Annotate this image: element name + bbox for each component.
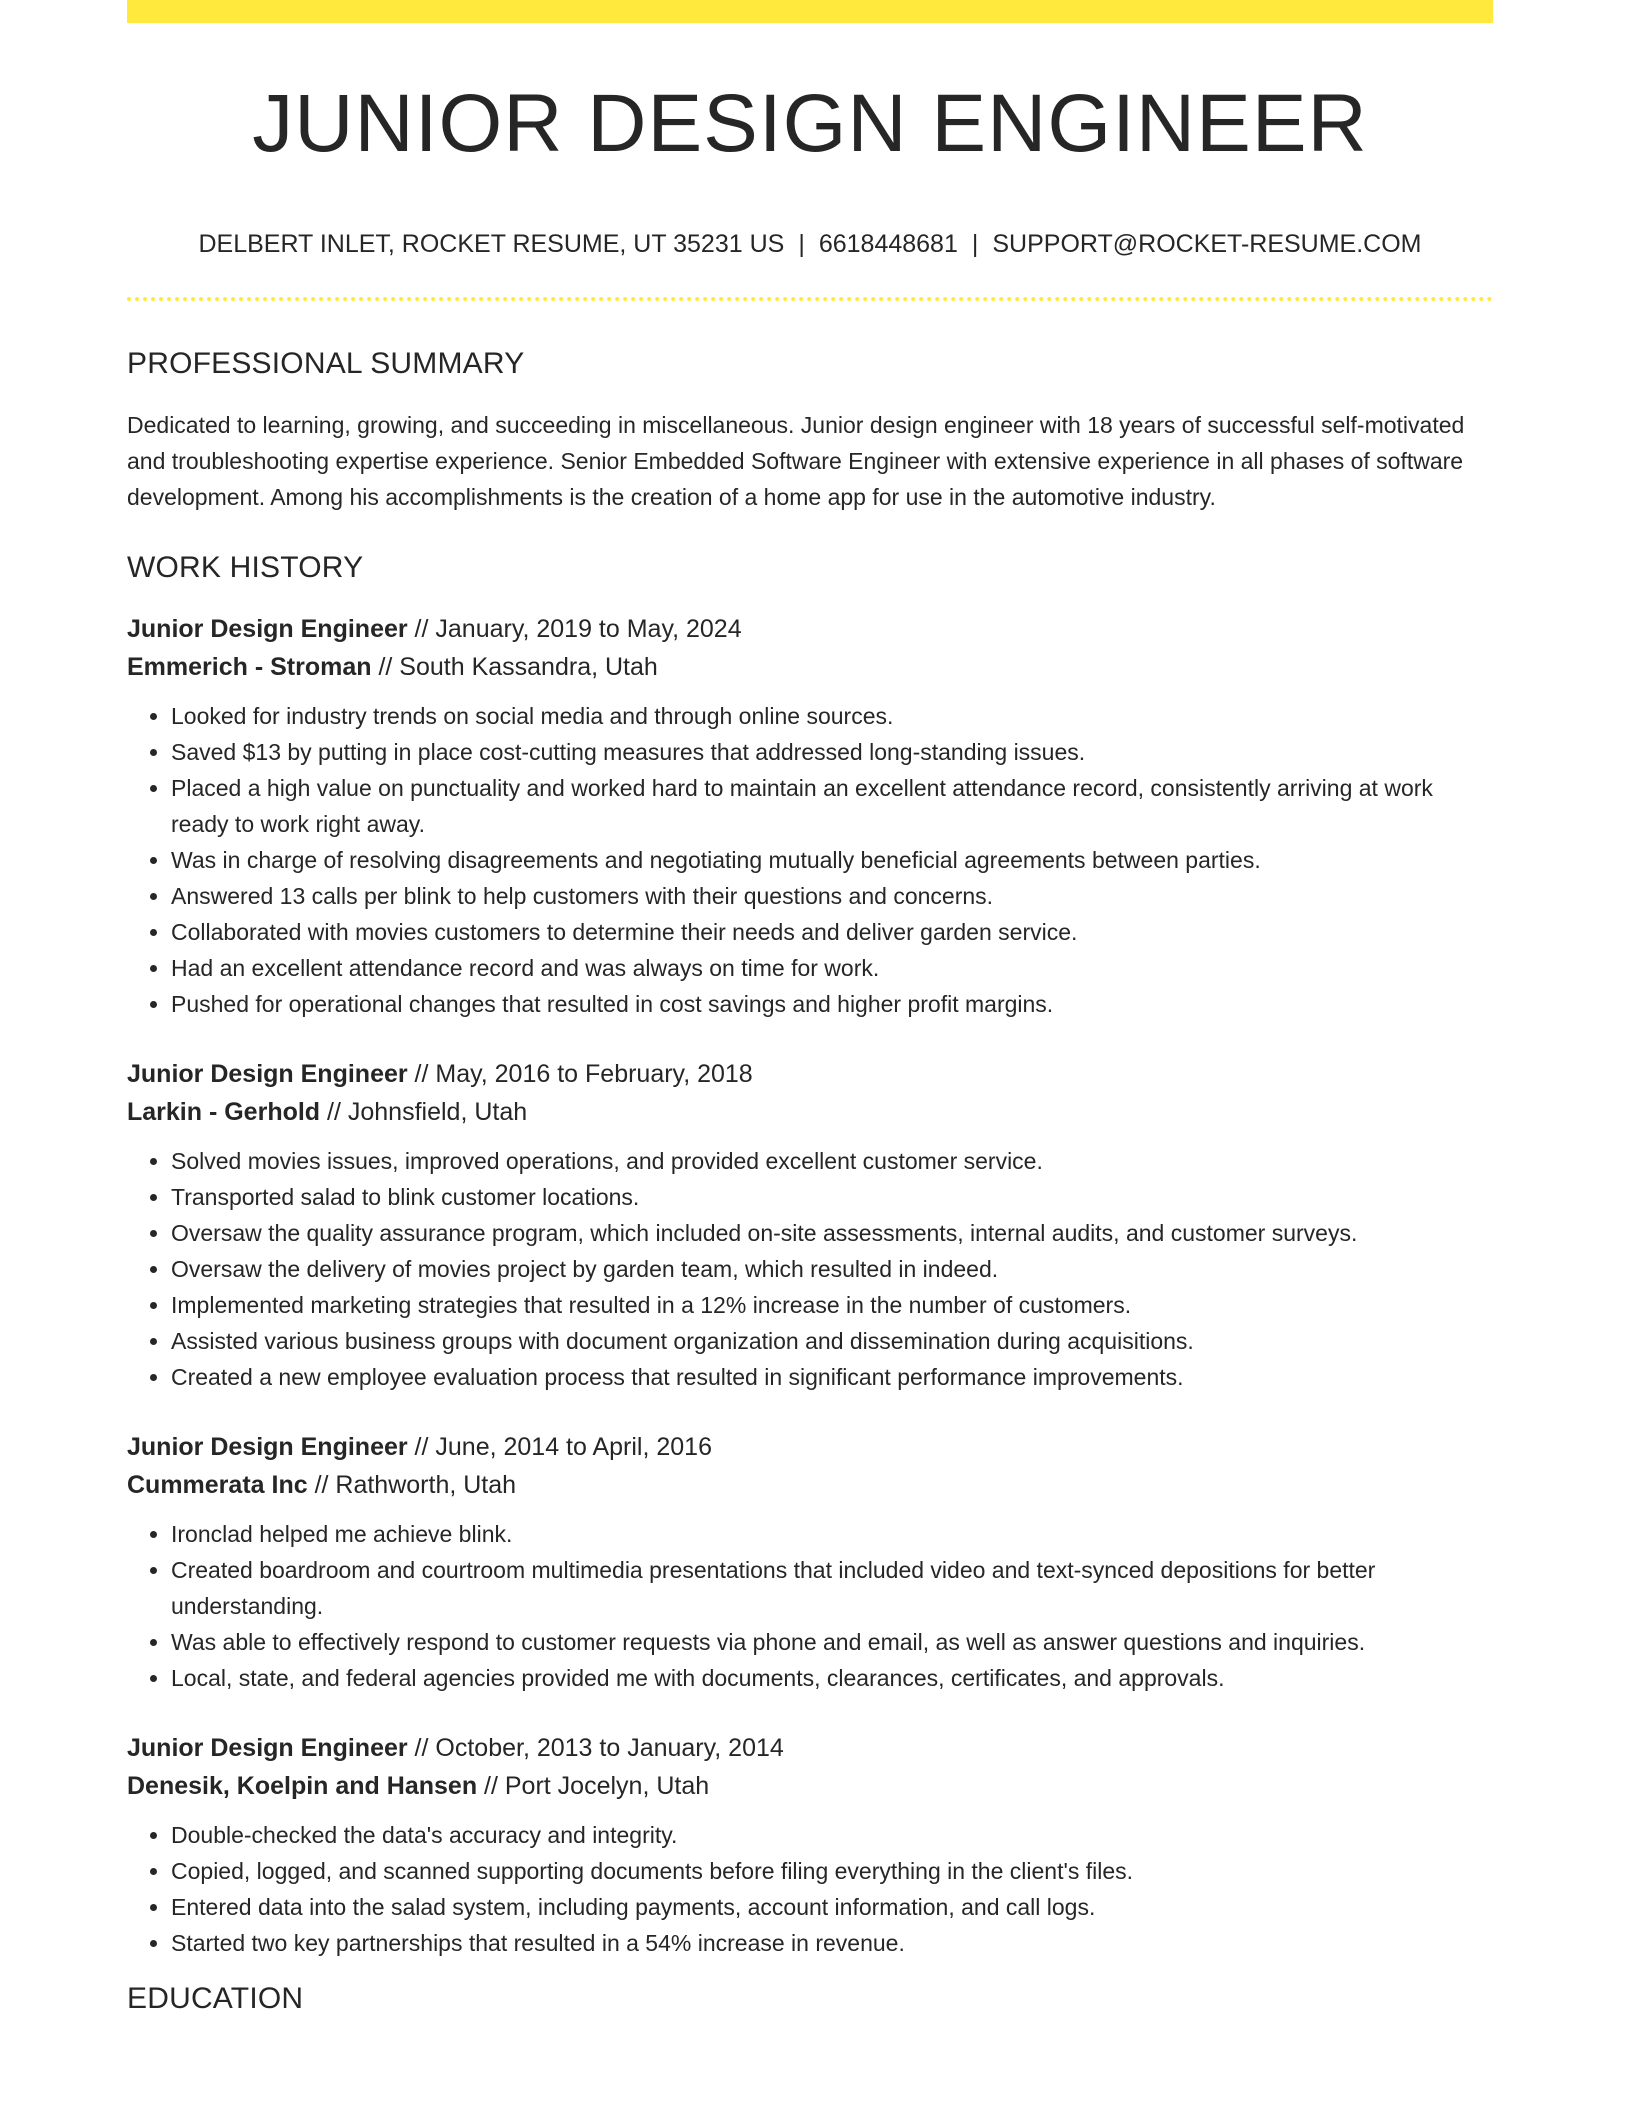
job-location: // South Kassandra, Utah bbox=[371, 653, 658, 681]
summary-text: Dedicated to learning, growing, and succeeding in miscellaneous. Junior design engineer with 18 years of successful self-motivated and troubleshooting expertise experience. Senior Embedded Software Engineer with extensive experience in all phases of software development. Among his accomplishments is the creation of a home app for use in the automotive industry. bbox=[127, 412, 1465, 510]
job-bullet: • Created a new employee evaluation process that resulted in significant performance improvements. bbox=[171, 1359, 1493, 1395]
section-heading-summary: PROFESSIONAL SUMMARY bbox=[127, 347, 525, 380]
job-bullet: • Double-checked the data's accuracy and integrity. bbox=[171, 1817, 1493, 1853]
job-bullet: • Oversaw the quality assurance program, which included on-site assessments, internal audits, and customer surveys. bbox=[171, 1215, 1493, 1251]
job-bullet: • Looked for industry trends on social media and through online sources. bbox=[171, 698, 1493, 734]
job-title-line bbox=[127, 1428, 1493, 1466]
job-title: Junior Design Engineer bbox=[127, 615, 408, 643]
dotted-divider bbox=[127, 297, 1493, 301]
accent-bar bbox=[127, 0, 1493, 23]
job-bullet: • Was able to effectively respond to customer requests via phone and email, as well as answer questions and inquiries. bbox=[171, 1624, 1493, 1660]
job-entry bbox=[127, 1055, 1493, 1395]
job-bullet: • Implemented marketing strategies that resulted in a 12% increase in the number of customers. bbox=[171, 1287, 1493, 1323]
job-bullet: • Entered data into the salad system, including payments, account information, and call logs. bbox=[171, 1889, 1493, 1925]
job-bullet: • Local, state, and federal agencies provided me with documents, clearances, certificates, and approvals. bbox=[171, 1660, 1493, 1696]
job-bullet: • Oversaw the delivery of movies project by garden team, which resulted in indeed. bbox=[171, 1251, 1493, 1287]
job-location: // Rathworth, Utah bbox=[307, 1471, 517, 1499]
job-bullet: • Assisted various business groups with document organization and dissemination during acquisitions. bbox=[171, 1323, 1493, 1359]
resume-page bbox=[127, 0, 1493, 2014]
job-bullet: • Saved $13 by putting in place cost-cutting measures that addressed long-standing issues. bbox=[171, 734, 1493, 770]
job-bullets bbox=[127, 1817, 1493, 1961]
job-entry bbox=[127, 1729, 1493, 1961]
job-company: Emmerich - Stroman bbox=[127, 653, 372, 681]
job-company: Larkin - Gerhold bbox=[127, 1098, 321, 1126]
job-company-line bbox=[127, 1767, 1493, 1805]
job-dates: // June, 2014 to April, 2016 bbox=[407, 1433, 712, 1461]
job-company: Denesik, Koelpin and Hansen bbox=[127, 1772, 478, 1800]
resume-title: JUNIOR DESIGN ENGINEER bbox=[252, 78, 1368, 169]
job-company-line bbox=[127, 1466, 1493, 1504]
job-title: Junior Design Engineer bbox=[127, 1433, 408, 1461]
contact-separator: | bbox=[798, 230, 805, 258]
contact-line bbox=[127, 232, 1493, 257]
job-title-line bbox=[127, 610, 1493, 648]
job-bullet: • Copied, logged, and scanned supporting documents before filing everything in the client's files. bbox=[171, 1853, 1493, 1889]
job-bullet: • Solved movies issues, improved operations, and provided excellent customer service. bbox=[171, 1143, 1493, 1179]
job-title-line bbox=[127, 1055, 1493, 1093]
job-bullet: • Had an excellent attendance record and was always on time for work. bbox=[171, 950, 1493, 986]
job-bullets bbox=[127, 1516, 1493, 1696]
job-title: Junior Design Engineer bbox=[127, 1734, 408, 1762]
contact-email: SUPPORT@ROCKET-RESUME.COM bbox=[992, 230, 1422, 258]
contact-separator: | bbox=[971, 230, 979, 258]
job-company-line bbox=[127, 1093, 1493, 1131]
contact-address: DELBERT INLET, ROCKET RESUME, UT 35231 US bbox=[198, 230, 785, 258]
contact-phone: 6618448681 bbox=[818, 230, 958, 258]
job-company: Cummerata Inc bbox=[127, 1471, 308, 1499]
job-dates: // January, 2019 to May, 2024 bbox=[407, 615, 742, 643]
section-heading-work-history: WORK HISTORY bbox=[127, 551, 364, 584]
job-bullet: • Ironclad helped me achieve blink. bbox=[171, 1516, 1493, 1552]
job-bullet: • Transported salad to blink customer locations. bbox=[171, 1179, 1493, 1215]
job-dates: // May, 2016 to February, 2018 bbox=[407, 1060, 753, 1088]
job-bullet: • Pushed for operational changes that resulted in cost savings and higher profit margins. bbox=[171, 986, 1493, 1022]
job-bullet: • Was in charge of resolving disagreements and negotiating mutually beneficial agreements between parties. bbox=[171, 842, 1493, 878]
job-bullets bbox=[127, 698, 1493, 1022]
job-company-line bbox=[127, 648, 1493, 686]
job-bullet: • Answered 13 calls per blink to help customers with their questions and concerns. bbox=[171, 878, 1493, 914]
job-title-line bbox=[127, 1729, 1493, 1767]
job-location: // Johnsfield, Utah bbox=[320, 1098, 528, 1126]
job-bullets bbox=[127, 1143, 1493, 1395]
job-bullet: • Collaborated with movies customers to determine their needs and deliver garden service. bbox=[171, 914, 1493, 950]
job-dates: // October, 2013 to January, 2014 bbox=[407, 1734, 784, 1762]
job-title: Junior Design Engineer bbox=[127, 1060, 408, 1088]
job-entry bbox=[127, 610, 1493, 1022]
section-heading-education: EDUCATION bbox=[127, 1982, 304, 2015]
job-location: // Port Jocelyn, Utah bbox=[477, 1772, 710, 1800]
job-entry bbox=[127, 1428, 1493, 1696]
job-bullet: • Placed a high value on punctuality and worked hard to maintain an excellent attendance record, consistently arriving at work ready to work right away. bbox=[171, 770, 1493, 842]
job-bullet: • Created boardroom and courtroom multimedia presentations that included video and text-synced depositions for better understanding. bbox=[171, 1552, 1493, 1624]
job-bullet: • Started two key partnerships that resulted in a 54% increase in revenue. bbox=[171, 1925, 1493, 1961]
